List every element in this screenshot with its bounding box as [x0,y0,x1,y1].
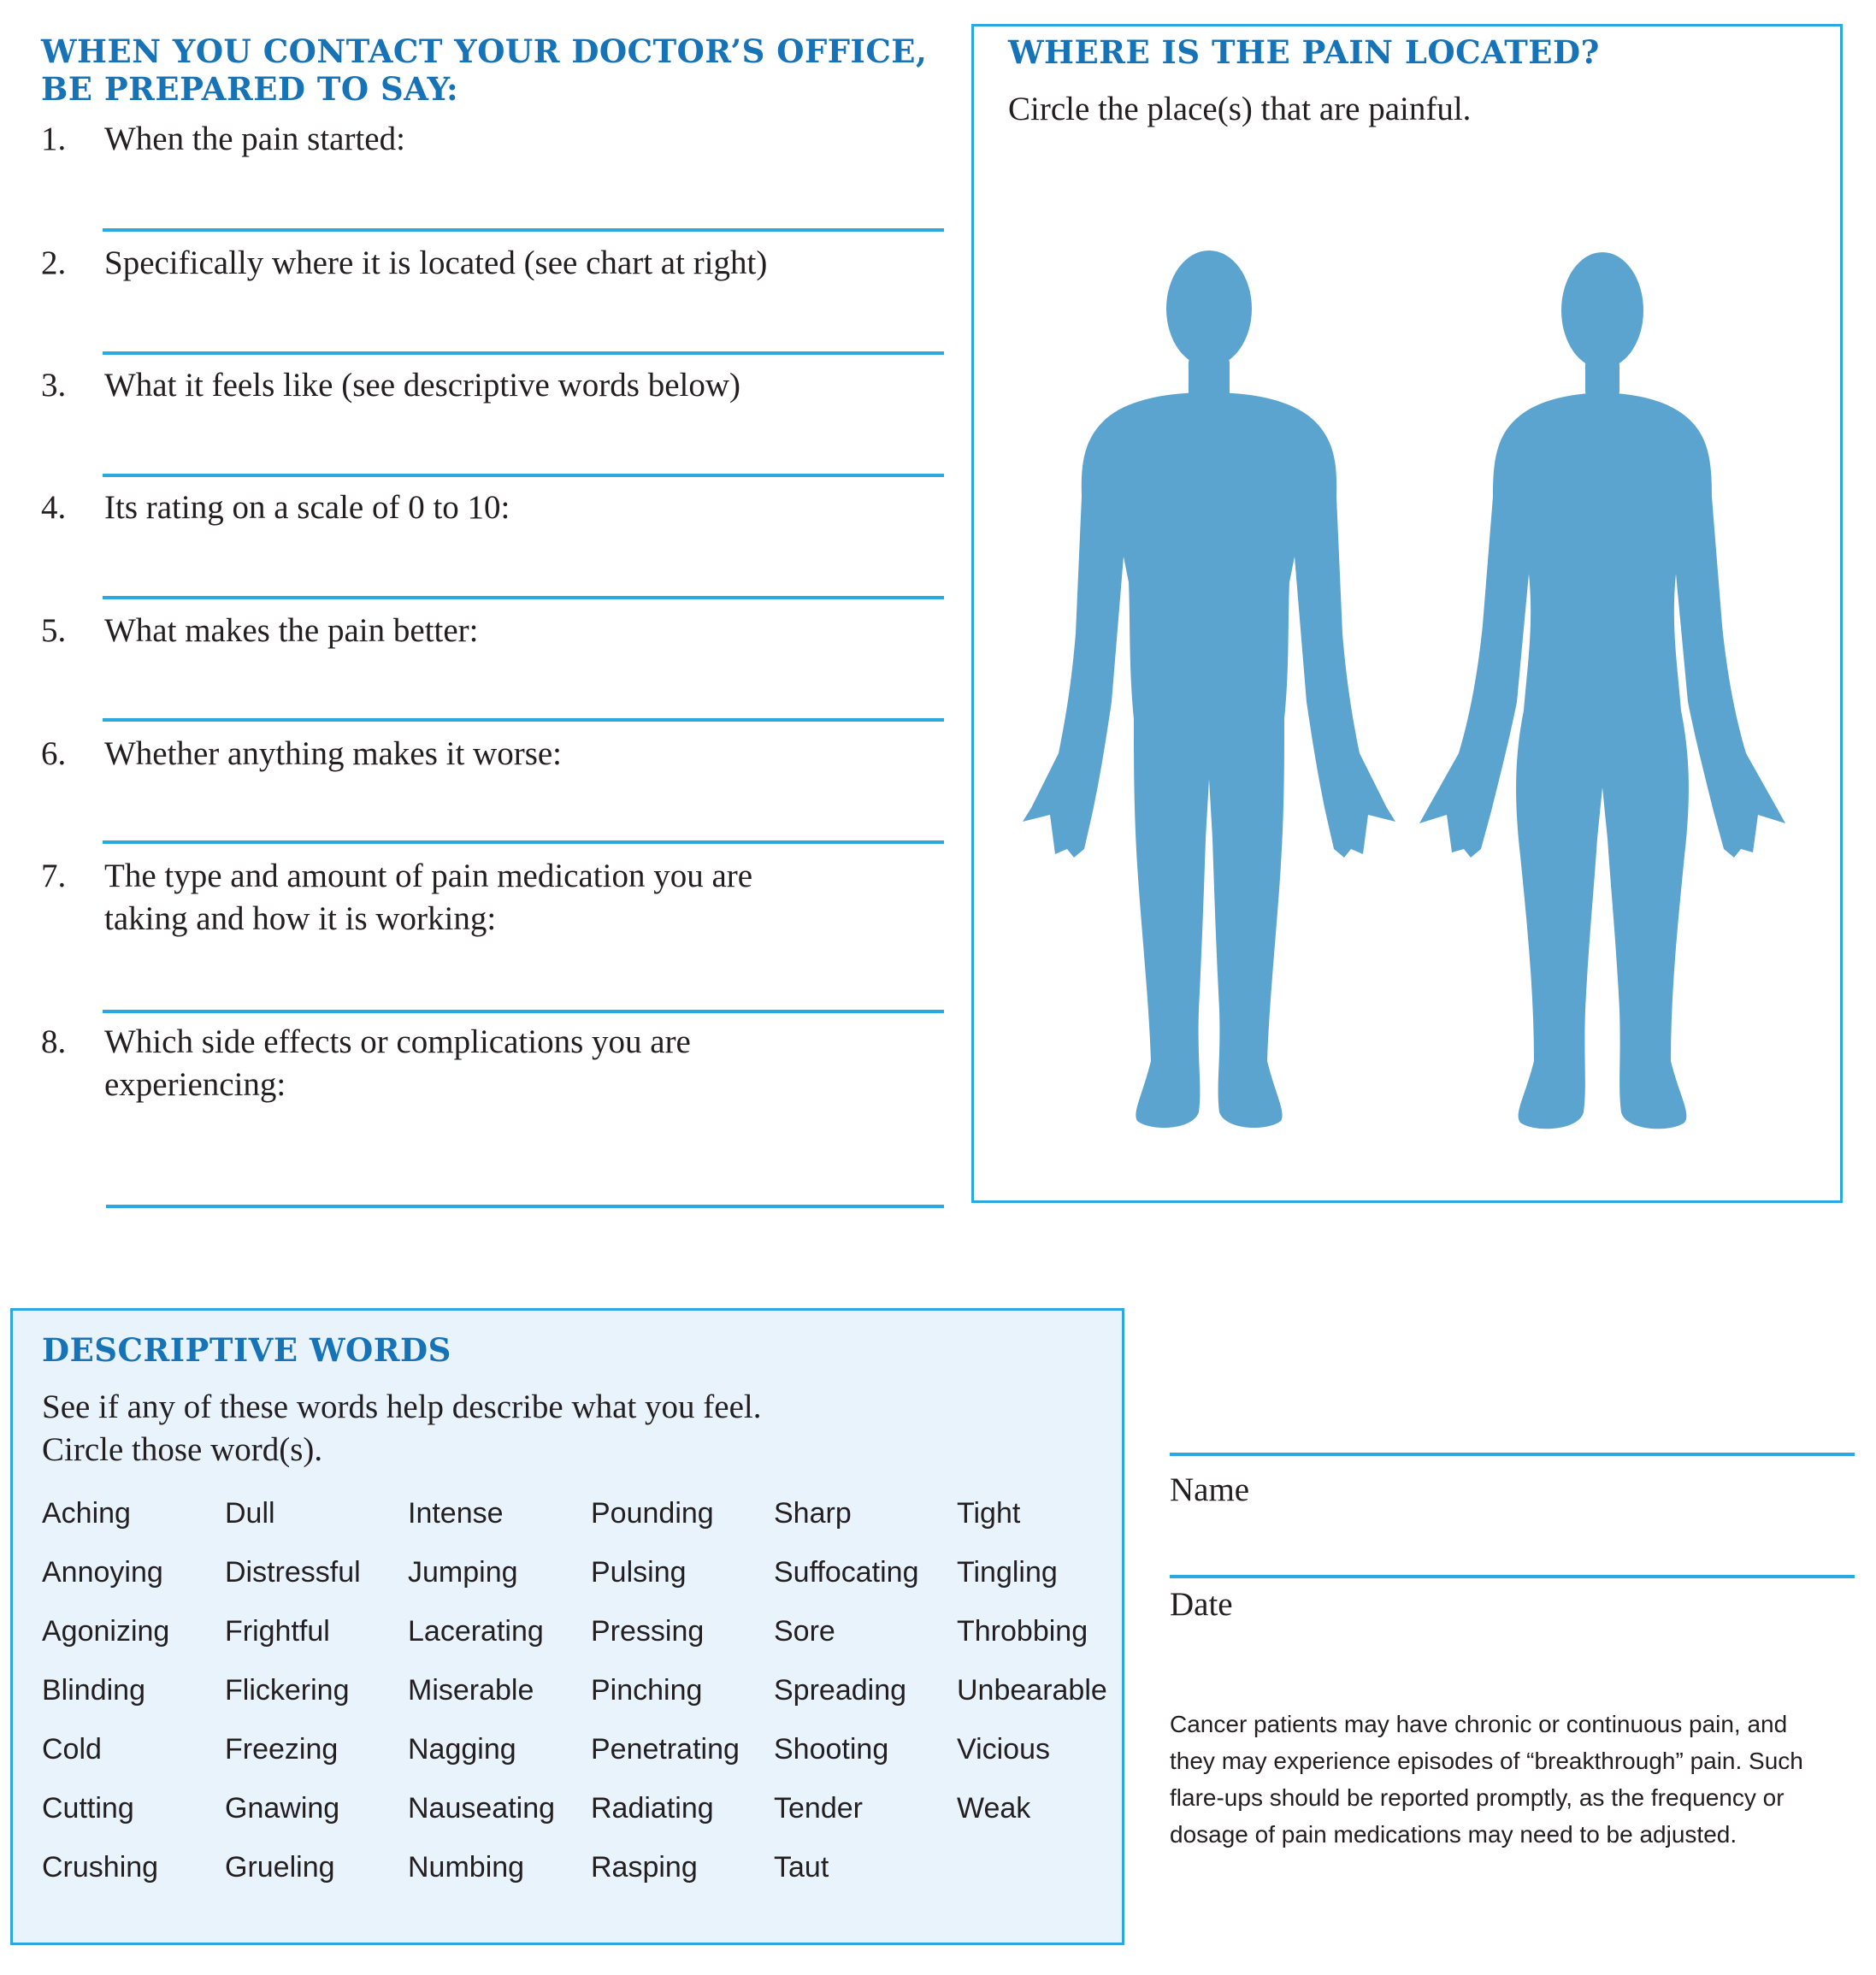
descriptive-word[interactable]: Agonizing [42,1615,170,1648]
answer-line-2[interactable] [103,351,944,355]
descriptive-word[interactable]: Blinding [42,1674,145,1707]
descriptive-word[interactable]: Lacerating [408,1615,544,1648]
descriptive-words-instruction-line1: See if any of these words help describe what you feel. [42,1388,762,1425]
empty-cell [957,1851,1140,1910]
question-number: 1. [41,121,67,157]
descriptive-word[interactable]: Sharp [774,1497,852,1530]
descriptive-word[interactable]: Pulsing [591,1556,687,1589]
descriptive-word[interactable]: Throbbing [957,1615,1088,1648]
descriptive-word[interactable]: Frightful [225,1615,330,1648]
question-number: 4. [41,489,67,526]
descriptive-word[interactable]: Pressing [591,1615,705,1648]
answer-line-5[interactable] [103,718,944,722]
question-text: What makes the pain better: [104,612,479,649]
descriptive-word[interactable]: Rasping [591,1851,698,1884]
answer-line-7[interactable] [103,1010,944,1013]
descriptive-word[interactable]: Vicious [957,1733,1050,1766]
descriptive-word[interactable]: Dull [225,1497,275,1530]
contact-heading [41,32,927,108]
question-number: 6. [41,735,67,772]
descriptive-word[interactable]: Shooting [774,1733,889,1766]
descriptive-word[interactable]: Pinching [591,1674,703,1707]
question-text: Its rating on a scale of 0 to 10: [104,489,510,526]
answer-line-3[interactable] [103,474,944,477]
descriptive-word[interactable]: Radiating [591,1792,714,1825]
descriptive-words-panel [10,1308,1124,1945]
descriptive-word[interactable]: Annoying [42,1556,163,1589]
note-line: dosage of pain medications may need to be adjusted. [1170,1821,1737,1848]
descriptive-word[interactable]: Cold [42,1733,102,1766]
answer-line-6[interactable] [103,840,944,844]
date-line[interactable] [1170,1575,1855,1578]
question-text: Which side effects or complications you are [104,1023,691,1060]
descriptive-word[interactable]: Unbearable [957,1674,1107,1707]
descriptive-word[interactable]: Tender [774,1792,863,1825]
breakthrough-pain-note [1170,1706,1803,1853]
question-text: When the pain started: [104,121,405,157]
note-line: Cancer patients may have chronic or continuous pain, and [1170,1711,1788,1737]
descriptive-word[interactable]: Aching [42,1497,131,1530]
descriptive-word[interactable]: Numbing [408,1851,525,1884]
descriptive-word[interactable]: Crushing [42,1851,159,1884]
descriptive-word[interactable]: Suffocating [774,1556,919,1589]
answer-line-1[interactable] [103,228,944,232]
answer-line-4[interactable] [103,596,944,599]
descriptive-words-instruction-line2: Circle those word(s). [42,1431,323,1468]
male-body-figure[interactable] [1021,240,1397,1138]
descriptive-words-heading: DESCRIPTIVE WORDS [42,1331,451,1369]
pain-location-panel [971,24,1843,1203]
descriptive-word[interactable]: Tight [957,1497,1021,1530]
note-line: flare-ups should be reported promptly, as the frequency or [1170,1784,1785,1811]
descriptive-word[interactable]: Tingling [957,1556,1058,1589]
question-number: 8. [41,1023,67,1060]
question-number: 2. [41,245,67,281]
contact-heading-line2: BE PREPARED TO SAY: [41,70,459,108]
date-label: Date [1170,1586,1233,1623]
descriptive-word[interactable]: Gnawing [225,1792,340,1825]
descriptive-word[interactable]: Weak [957,1792,1031,1825]
pain-location-instruction: Circle the place(s) that are painful. [1008,91,1472,127]
descriptive-word[interactable]: Nagging [408,1733,516,1766]
descriptive-word[interactable]: Freezing [225,1733,339,1766]
question-text-continued: experiencing: [104,1066,286,1103]
descriptive-word[interactable]: Flickering [225,1674,350,1707]
female-body-figure[interactable] [1414,240,1790,1138]
descriptive-word[interactable]: Nauseating [408,1792,556,1825]
descriptive-word[interactable]: Penetrating [591,1733,740,1766]
answer-line-8[interactable] [106,1205,944,1208]
descriptive-word[interactable]: Miserable [408,1674,534,1707]
note-line: they may experience episodes of “breakthrough” pain. Such [1170,1748,1803,1774]
descriptive-word[interactable]: Cutting [42,1792,134,1825]
question-text: What it feels like (see descriptive words below) [104,367,740,404]
pain-location-heading: WHERE IS THE PAIN LOCATED? [1008,33,1600,71]
descriptive-word[interactable]: Distressful [225,1556,361,1589]
contact-heading-line1: WHEN YOU CONTACT YOUR DOCTOR’S OFFICE, [41,32,928,70]
descriptive-word[interactable]: Spreading [774,1674,907,1707]
question-text: Whether anything makes it worse: [104,735,563,772]
name-label: Name [1170,1471,1250,1508]
descriptive-word[interactable]: Intense [408,1497,504,1530]
question-text: Specifically where it is located (see chart at right) [104,245,768,281]
descriptive-word[interactable]: Pounding [591,1497,714,1530]
question-number: 3. [41,367,67,404]
question-text: The type and amount of pain medication you are [104,858,753,894]
question-number: 7. [41,858,67,894]
question-number: 5. [41,612,67,649]
name-line[interactable] [1170,1453,1855,1456]
question-text-continued: taking and how it is working: [104,900,497,937]
descriptive-word[interactable]: Grueling [225,1851,335,1884]
descriptive-word[interactable]: Sore [774,1615,835,1648]
descriptive-word[interactable]: Taut [774,1851,829,1884]
descriptive-word[interactable]: Jumping [408,1556,518,1589]
descriptive-word-grid [42,1497,1140,1910]
